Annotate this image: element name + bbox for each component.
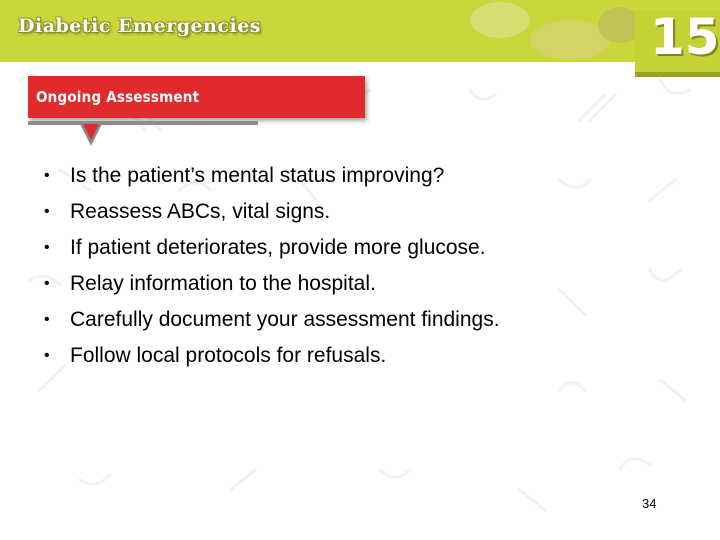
bullet-text: Relay information to the hospital. xyxy=(70,272,376,295)
section-underline xyxy=(28,121,258,125)
bullet-dot: • xyxy=(44,347,50,364)
section-title: Ongoing Assessment xyxy=(36,88,200,106)
bullet-dot: • xyxy=(44,167,50,184)
bullet-item xyxy=(44,306,514,334)
down-arrow-icon xyxy=(79,120,103,148)
bullet-text: If patient deteriorates, provide more glucose. xyxy=(70,236,486,259)
bullet-dot: • xyxy=(44,203,50,220)
bullet-text: Reassess ABCs, vital signs. xyxy=(70,200,331,223)
bullet-list xyxy=(44,162,514,378)
bullet-item xyxy=(44,234,514,262)
bullet-item xyxy=(44,270,514,298)
bullet-text: Is the patient’s mental status improving? xyxy=(70,164,445,187)
chapter-number: 15 xyxy=(650,8,720,66)
page-number: 34 xyxy=(642,496,657,511)
bullet-dot: • xyxy=(44,239,50,256)
bullet-item xyxy=(44,342,514,370)
bullet-dot: • xyxy=(44,311,50,328)
header-photo xyxy=(430,0,650,62)
bullet-dot: • xyxy=(44,275,50,292)
bullet-text: Carefully document your assessment findings. xyxy=(70,308,500,331)
bullet-item xyxy=(44,162,514,190)
bullet-text: Follow local protocols for refusals. xyxy=(70,344,387,367)
bullet-item xyxy=(44,198,514,226)
header-title: Diabetic Emergencies xyxy=(18,15,262,37)
